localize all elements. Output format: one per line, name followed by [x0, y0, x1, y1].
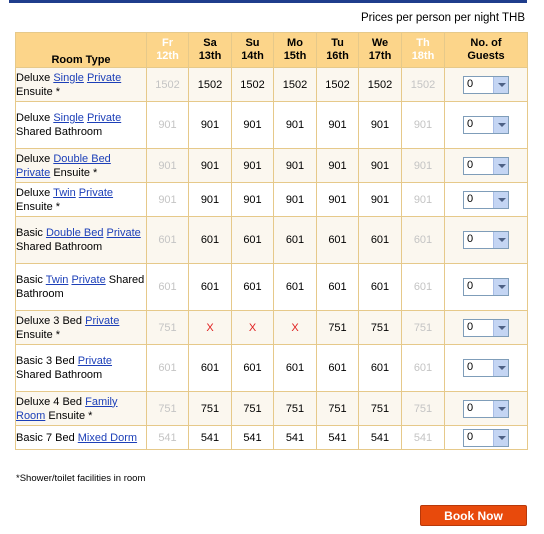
price-cell: 901 [402, 183, 445, 217]
guests-cell [445, 311, 528, 345]
room-type-cell [16, 217, 147, 264]
guests-select-value: 0 [467, 320, 474, 333]
price-cell: 601 [274, 264, 317, 311]
price-cell: 1502 [189, 68, 232, 102]
unavailable-cell: X [232, 311, 274, 345]
price-cell: 601 [402, 217, 445, 264]
day-name: Sa [203, 37, 217, 49]
price-cell: 601 [402, 345, 445, 392]
price-cell: 901 [232, 149, 274, 183]
rooms-table [15, 32, 528, 450]
room-privacy-link[interactable]: Private [71, 274, 106, 286]
price-cell: 601 [189, 264, 232, 311]
guests-cell [445, 68, 528, 102]
guests-select[interactable] [463, 400, 509, 418]
price-cell: 601 [189, 345, 232, 392]
price-cell: 901 [317, 102, 359, 149]
guests-select[interactable] [463, 76, 509, 94]
price-cell: 751 [402, 311, 445, 345]
price-cell: 541 [402, 426, 445, 450]
room-type-prefix: Deluxe [16, 152, 51, 165]
unavailable-cell: X [274, 311, 317, 345]
price-cell: 901 [147, 102, 189, 149]
price-cell: 751 [232, 392, 274, 426]
price-cell: 601 [317, 345, 359, 392]
guests-select-value: 0 [467, 77, 474, 90]
room-privacy-link[interactable]: Private [86, 71, 122, 84]
chevron-down-icon[interactable] [493, 279, 508, 295]
guests-select[interactable] [463, 231, 509, 249]
day-name: Th [416, 37, 430, 49]
price-cell: 901 [147, 149, 189, 183]
day-header-mo [274, 33, 317, 68]
day-header-su [232, 33, 274, 68]
price-cell: 751 [274, 392, 317, 426]
room-type-prefix: Basic [16, 227, 43, 239]
guests-cell [445, 392, 528, 426]
room-type-prefix: Basic 7 Bed [16, 431, 75, 444]
day-date: 18th [411, 50, 435, 62]
day-header-tu [317, 33, 359, 68]
chevron-down-icon[interactable] [493, 360, 508, 376]
room-privacy-link[interactable]: Private [78, 186, 114, 199]
day-date: 13th [198, 50, 222, 62]
room-privacy-link[interactable]: Private [16, 166, 51, 179]
room-type-link[interactable]: Single [53, 112, 84, 124]
day-header-fr [147, 33, 189, 68]
room-type-suffix: Ensuite * [16, 85, 61, 98]
room-type-prefix: Deluxe [16, 186, 51, 199]
table-row [16, 426, 528, 450]
price-cell: 1502 [317, 68, 359, 102]
price-cell: 901 [317, 183, 359, 217]
guests-select[interactable] [463, 191, 509, 209]
guests-select[interactable] [463, 278, 509, 296]
prices-note: Prices per person per night THB [360, 12, 525, 24]
room-type-link[interactable]: Double Bed [53, 152, 111, 165]
table-header-row [16, 33, 528, 68]
table-row [16, 68, 528, 102]
guests-select-value: 0 [467, 118, 474, 130]
price-cell: 541 [232, 426, 274, 450]
room-type-cell [16, 183, 147, 217]
guests-header [445, 33, 528, 68]
price-cell: 901 [317, 149, 359, 183]
day-date: 15th [283, 50, 307, 62]
price-cell: 601 [402, 264, 445, 311]
room-type-link[interactable]: Mixed Dorm [77, 431, 138, 444]
table-row [16, 345, 528, 392]
table-row [16, 217, 528, 264]
price-cell: 1502 [147, 68, 189, 102]
day-date: 16th [326, 50, 349, 62]
day-header-th [402, 33, 445, 68]
price-cell: 601 [274, 217, 317, 264]
price-cell: 901 [232, 102, 274, 149]
price-cell: 1502 [274, 68, 317, 102]
room-type-cell [16, 426, 147, 450]
guests-cell [445, 264, 528, 311]
price-cell: 901 [359, 183, 402, 217]
room-privacy-link[interactable]: Room [16, 409, 46, 422]
price-cell: 601 [317, 264, 359, 311]
price-cell: 541 [147, 426, 189, 450]
price-cell: 601 [359, 345, 402, 392]
guests-select[interactable] [463, 319, 509, 337]
price-cell: 601 [359, 217, 402, 264]
price-cell: 601 [274, 345, 317, 392]
day-date: 17th [368, 50, 392, 62]
price-cell: 901 [189, 102, 232, 149]
room-type-suffix: Ensuite * [16, 328, 61, 341]
footnote: *Shower/toilet facilities in room [16, 473, 146, 484]
room-type-suffix: Shared Bathroom [16, 274, 145, 300]
room-type-suffix: Shared Bathroom [16, 126, 103, 138]
table-row [16, 183, 528, 217]
price-cell: 901 [274, 149, 317, 183]
room-type-link[interactable]: Double Bed [45, 227, 104, 239]
day-header-we [359, 33, 402, 68]
price-cell: 751 [317, 392, 359, 426]
price-cell: 601 [147, 217, 189, 264]
room-type-prefix: Basic [16, 274, 43, 286]
room-type-link[interactable]: Twin [53, 186, 76, 199]
price-cell: 751 [317, 311, 359, 345]
table-row [16, 102, 528, 149]
top-border [9, 0, 527, 3]
room-type-prefix: Deluxe 3 Bed [16, 314, 83, 327]
price-cell: 601 [147, 264, 189, 311]
price-cell: 901 [402, 102, 445, 149]
room-type-prefix: Deluxe [16, 71, 51, 84]
day-header-sa [189, 33, 232, 68]
price-cell: 751 [359, 392, 402, 426]
room-type-prefix: Basic 3 Bed [16, 355, 75, 367]
chevron-down-icon[interactable] [493, 158, 508, 174]
unavailable-cell: X [189, 311, 232, 345]
room-type-cell [16, 264, 147, 311]
room-privacy-link[interactable]: Private [106, 227, 141, 239]
day-name: We [371, 37, 389, 49]
price-cell: 751 [147, 311, 189, 345]
price-cell: 901 [359, 102, 402, 149]
guests-cell [445, 183, 528, 217]
table-row [16, 311, 528, 345]
price-cell: 601 [232, 264, 274, 311]
guests-cell [445, 102, 528, 149]
guests-header-line2: Guests [467, 50, 505, 62]
chevron-down-icon[interactable] [493, 430, 508, 446]
guests-select-value: 0 [467, 233, 474, 245]
room-type-prefix: Deluxe [16, 112, 51, 124]
price-cell: 541 [274, 426, 317, 450]
guests-select-value: 0 [467, 280, 474, 292]
room-privacy-link[interactable]: Private [85, 314, 120, 327]
room-type-link[interactable]: Twin [45, 274, 69, 286]
room-type-cell [16, 149, 147, 183]
price-cell: 901 [147, 183, 189, 217]
guests-select-value: 0 [467, 401, 474, 414]
price-cell: 601 [232, 217, 274, 264]
price-cell: 541 [317, 426, 359, 450]
price-cell: 1502 [402, 68, 445, 102]
price-cell: 901 [189, 149, 232, 183]
price-cell: 601 [317, 217, 359, 264]
price-cell: 601 [359, 264, 402, 311]
day-date: 12th [156, 50, 179, 62]
guests-select[interactable] [463, 429, 509, 447]
price-cell: 751 [402, 392, 445, 426]
guests-cell [445, 149, 528, 183]
chevron-down-icon[interactable] [493, 232, 508, 248]
day-name: Mo [287, 37, 303, 49]
room-type-cell [16, 102, 147, 149]
room-type-cell [16, 345, 147, 392]
price-cell: 901 [359, 149, 402, 183]
table-row [16, 149, 528, 183]
guests-cell [445, 345, 528, 392]
price-cell: 751 [359, 311, 402, 345]
room-type-suffix: Shared Bathroom [16, 369, 103, 381]
price-cell: 901 [274, 102, 317, 149]
guests-header-line1: No. of [470, 37, 502, 49]
day-name: Fr [162, 37, 173, 49]
price-cell: 541 [189, 426, 232, 450]
price-cell: 901 [274, 183, 317, 217]
price-cell: 1502 [232, 68, 274, 102]
room-type-cell [16, 392, 147, 426]
price-cell: 1502 [359, 68, 402, 102]
day-date: 14th [241, 50, 264, 62]
room-type-prefix: Deluxe 4 Bed [16, 395, 83, 408]
guests-select-value: 0 [467, 158, 474, 171]
chevron-down-icon[interactable] [493, 77, 508, 93]
guests-select-value: 0 [467, 430, 474, 443]
room-type-link[interactable]: Family [85, 395, 118, 408]
table-row [16, 392, 528, 426]
room-type-link[interactable]: Single [53, 71, 84, 84]
price-cell: 541 [359, 426, 402, 450]
chevron-down-icon[interactable] [493, 320, 508, 336]
table-row [16, 264, 528, 311]
price-cell: 601 [232, 345, 274, 392]
day-name: Tu [331, 37, 344, 49]
price-cell: 901 [189, 183, 232, 217]
guests-select[interactable] [463, 157, 509, 175]
price-cell: 601 [189, 217, 232, 264]
guests-cell [445, 217, 528, 264]
guests-cell [445, 426, 528, 450]
guests-select-value: 0 [467, 192, 474, 205]
room-type-suffix: Ensuite * [16, 200, 61, 213]
guests-select-value: 0 [467, 361, 474, 373]
chevron-down-icon[interactable] [493, 192, 508, 208]
chevron-down-icon[interactable] [493, 117, 508, 133]
room-type-header: Room Type [16, 33, 147, 68]
price-cell: 901 [232, 183, 274, 217]
price-cell: 901 [402, 149, 445, 183]
guests-select[interactable] [463, 116, 509, 134]
room-privacy-link[interactable]: Private [77, 355, 113, 367]
room-type-cell [16, 68, 147, 102]
room-type-suffix: Ensuite * [53, 166, 98, 179]
room-type-suffix: Ensuite * [48, 409, 93, 422]
price-cell: 751 [147, 392, 189, 426]
day-name: Su [245, 37, 260, 49]
room-privacy-link[interactable]: Private [86, 112, 122, 124]
chevron-down-icon[interactable] [493, 401, 508, 417]
price-cell: 601 [147, 345, 189, 392]
book-now-button[interactable]: Book Now [420, 505, 527, 526]
price-cell: 751 [189, 392, 232, 426]
guests-select[interactable] [463, 359, 509, 377]
room-type-cell [16, 311, 147, 345]
room-type-suffix: Shared Bathroom [16, 241, 103, 253]
